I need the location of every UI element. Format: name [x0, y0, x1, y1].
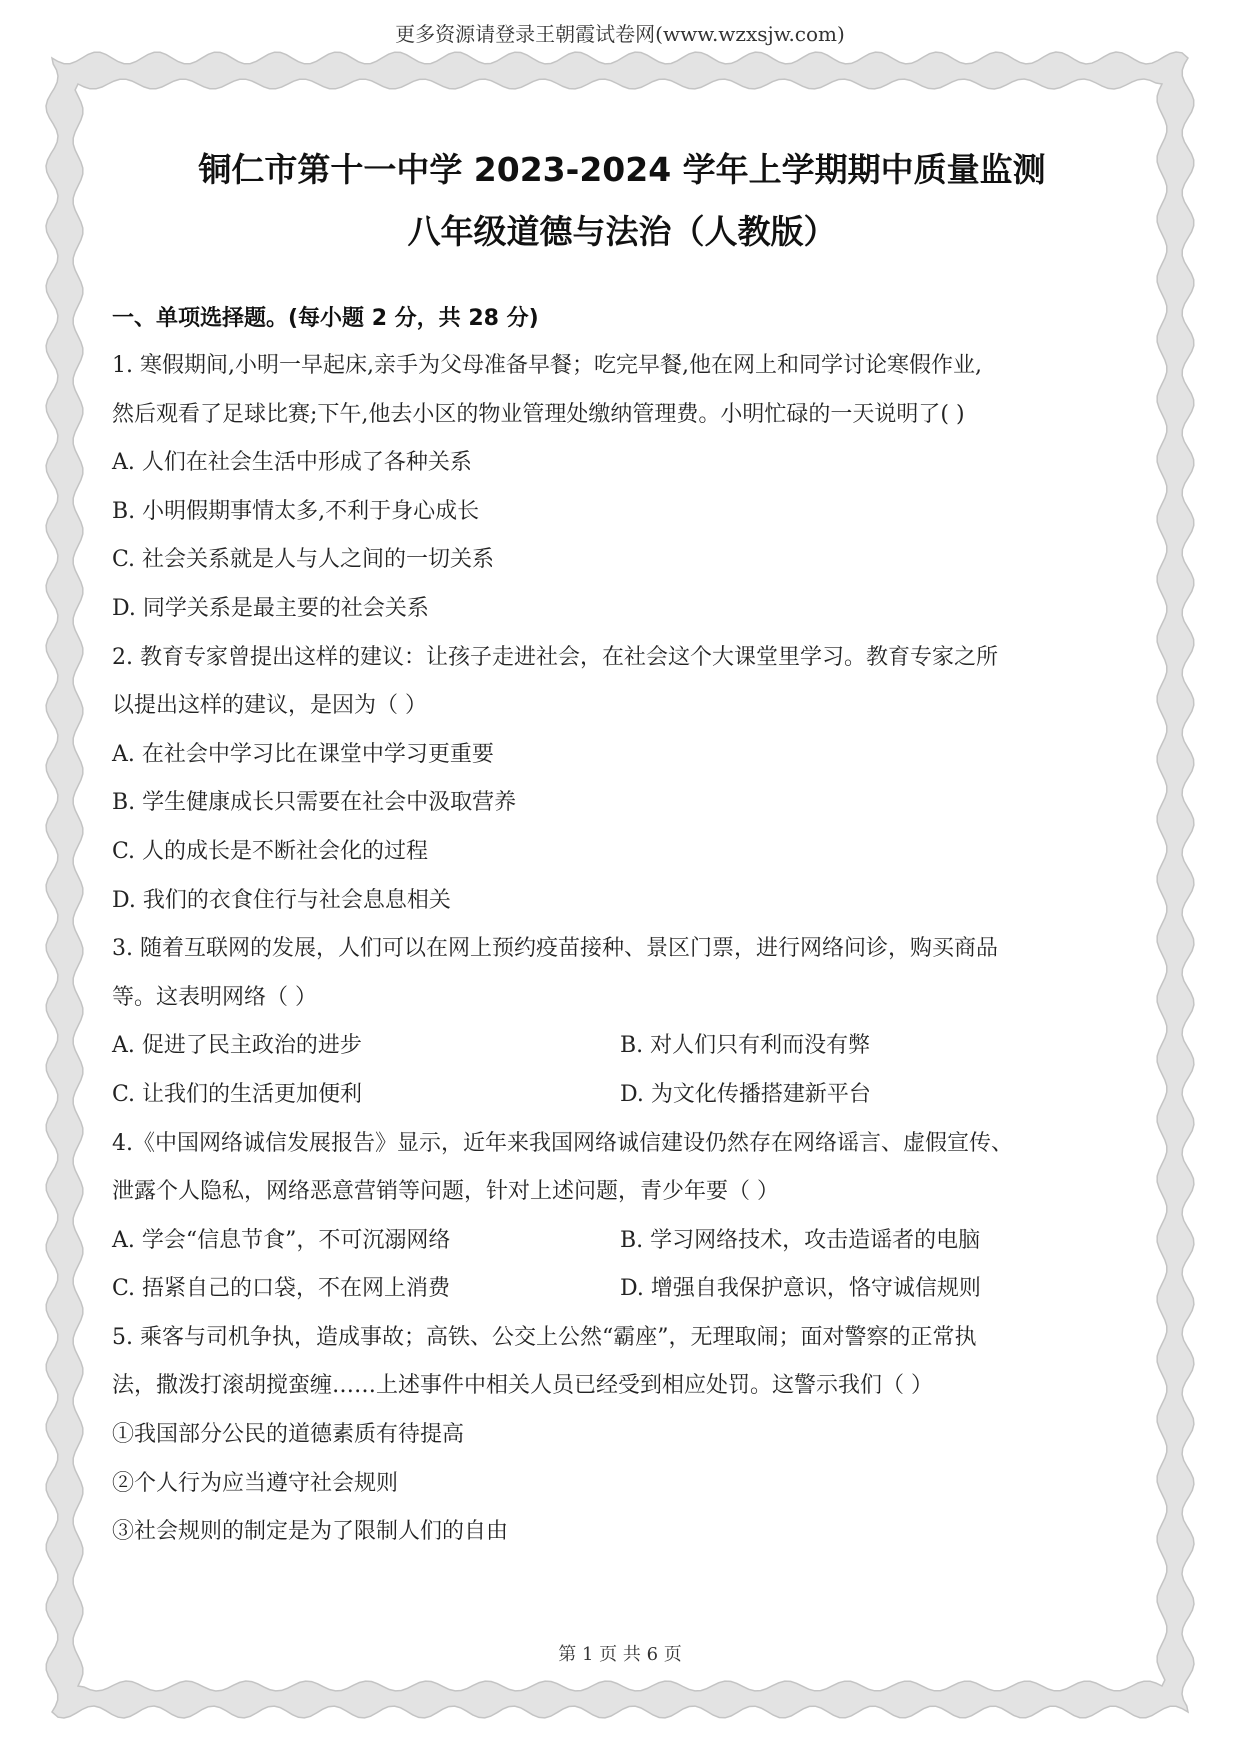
option-a: A. 学会“信息节食”，不可沉溺网络 — [112, 1227, 451, 1253]
question-stem: 以提出这样的建议，是因为（ ） — [112, 693, 427, 719]
exam-page — [112, 150, 1132, 1557]
option-d: D. 同学关系是最主要的社会关系 — [112, 595, 429, 621]
question-stem: 3. 随着互联网的发展，人们可以在网上预约疫苗接种、景区门票，进行网络问诊，购买商品 — [112, 936, 998, 962]
option-row — [112, 1265, 1132, 1314]
question-stem: 5. 乘客与司机争执，造成事故；高铁、公交上公然“霸座”，无理取闹；面对警察的正常执 — [112, 1324, 977, 1350]
question-2 — [112, 634, 1132, 926]
question-stem: 然后观看了足球比赛;下午,他去小区的物业管理处缴纳管理费。小明忙碌的一天说明了( ) — [112, 401, 965, 427]
question-stem: 泄露个人隐私，网络恶意营销等问题，针对上述问题，青少年要（ ） — [112, 1179, 779, 1205]
exam-subtitle: 八年级道德与法治（人教版） — [407, 212, 837, 251]
option-c: C. 捂紧自己的口袋，不在网上消费 — [112, 1276, 451, 1302]
statement-item: ①我国部分公民的道德素质有待提高 — [112, 1422, 465, 1448]
option-d: D. 我们的衣食住行与社会息息相关 — [112, 887, 451, 913]
statement-item: ②个人行为应当遵守社会规则 — [112, 1470, 399, 1496]
option-d: D. 增强自我保护意识，恪守诚信规则 — [620, 1276, 981, 1302]
question-stem: 2. 教育专家曾提出这样的建议：让孩子走进社会，在社会这个大课堂里学习。教育专家之所 — [112, 644, 998, 670]
option-b: B. 学生健康成长只需要在社会中汲取营养 — [112, 790, 517, 816]
option-c: C. 社会关系就是人与人之间的一切关系 — [112, 547, 495, 573]
option-b: B. 学习网络技术，攻击造谣者的电脑 — [620, 1227, 981, 1253]
option-c: C. 人的成长是不断社会化的过程 — [112, 838, 429, 864]
statement-item: ③社会规则的制定是为了限制人们的自由 — [112, 1519, 509, 1545]
question-4 — [112, 1120, 1132, 1314]
option-c: C. 让我们的生活更加便利 — [112, 1081, 363, 1107]
option-a: A. 在社会中学习比在课堂中学习更重要 — [112, 741, 494, 767]
question-stem: 1. 寒假期间,小明一早起床,亲手为父母准备早餐；吃完早餐,他在网上和同学讨论寒假作业, — [112, 353, 982, 378]
option-row — [112, 1217, 1132, 1266]
option-b: B. 对人们只有利而没有弊 — [620, 1033, 871, 1059]
question-stem: 4.《中国网络诚信发展报告》显示，近年来我国网络诚信建设仍然存在网络谣言、虚假宣传、 — [112, 1130, 1013, 1156]
question-stem: 等。这表明网络（ ） — [112, 984, 317, 1010]
option-row — [112, 1022, 1132, 1071]
option-row — [112, 1071, 1132, 1120]
exam-title: 铜仁市第十一中学 2023-2024 学年上学期期中质量监测 — [198, 150, 1046, 189]
question-stem: 法，撒泼打滚胡搅蛮缠……上述事件中相关人员已经受到相应处罚。这警示我们（ ） — [112, 1373, 933, 1399]
option-d: D. 为文化传播搭建新平台 — [620, 1081, 871, 1107]
section-heading: 一、单项选择题。(每小题 2 分，共 28 分) — [112, 306, 539, 331]
question-3 — [112, 925, 1132, 1119]
question-5 — [112, 1314, 1132, 1557]
site-header: 更多资源请登录王朝霞试卷网(www.wzxsjw.com) — [395, 22, 845, 46]
option-b: B. 小明假期事情太多,不利于身心成长 — [112, 498, 480, 524]
question-1 — [112, 342, 1132, 634]
page-footer: 第 1 页 共 6 页 — [558, 1644, 682, 1665]
option-a: A. 人们在社会生活中形成了各种关系 — [112, 450, 472, 476]
option-a: A. 促进了民主政治的进步 — [112, 1033, 362, 1059]
